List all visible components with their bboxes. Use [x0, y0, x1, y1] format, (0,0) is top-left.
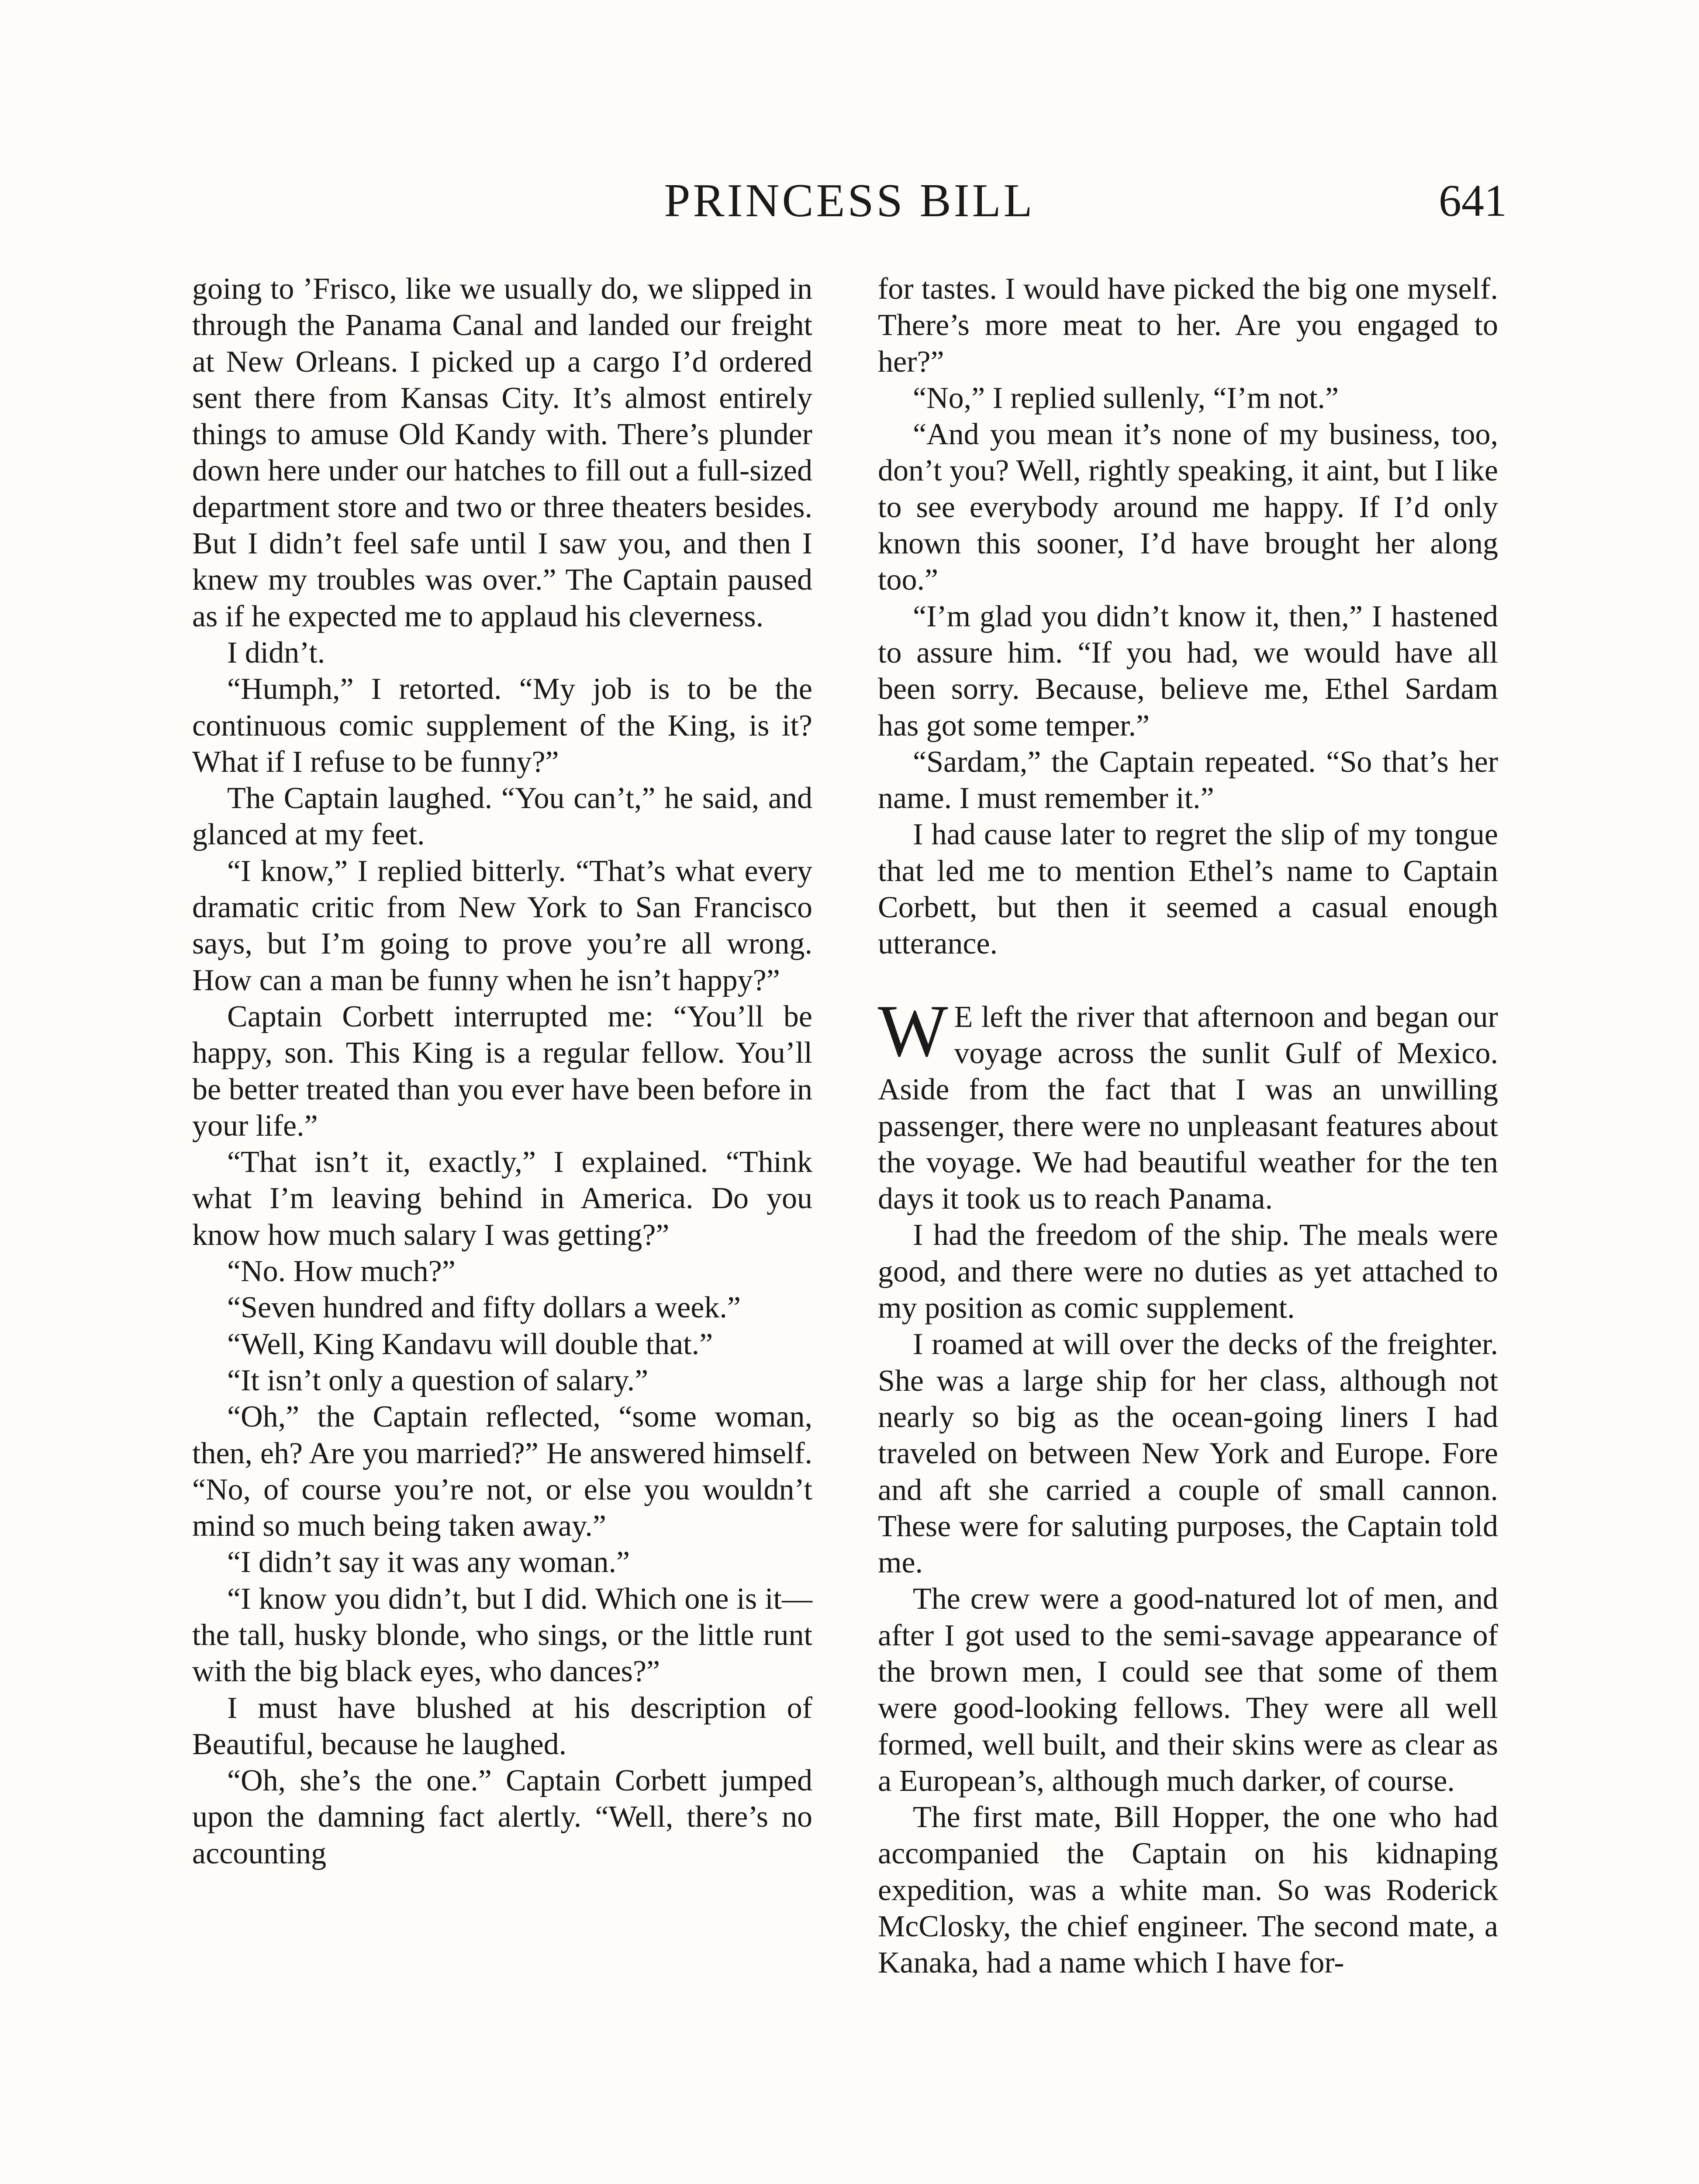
section-opening-text: E left the river that afternoon and began our voyage across the sunlit Gulf of Mexico. Aside from the fact that I was an unwilling passenger, there were no unpleasant features about the voyage. We had beautiful weather for the ten days it took us to reach Panama.	[878, 1000, 1498, 1216]
paragraph: “And you mean it’s none of my business, too, don’t you? Well, rightly speaking, it aint, but I like to see everybody around me happy. If I’d only known this sooner, I’d have brought her along too.”	[878, 418, 1498, 597]
paragraph: I must have blushed at his description of Beautiful, because he laughed.	[192, 1691, 812, 1761]
paragraph: The Captain laughed. “You can’t,” he said, and glanced at my feet.	[192, 781, 812, 852]
paragraph: The crew were a good-natured lot of men, and after I got used to the semi-savage appearance of the brown men, I could see that some of them were good-looking fellows. They were all well formed, well built, and their skins were as clear as a European’s, although much darker, of course.	[878, 1582, 1498, 1798]
drop-cap: W	[878, 989, 948, 1072]
paragraph: “No. How much?”	[227, 1254, 456, 1289]
paragraph: I had cause later to regret the slip of my tongue that led me to mention Ethel’s name to Captain Corbett, but then it seemed a casual enough utterance.	[878, 818, 1498, 961]
paragraph: “It isn’t only a question of salary.”	[227, 1363, 649, 1397]
paragraph: “I know you didn’t, but I did. Which one is it—the tall, husky blonde, who sings, or the little runt with the big black eyes, who dances?”	[192, 1582, 812, 1689]
paragraph: “I know,” I replied bitterly. “That’s what every dramatic critic from New York to San Francisco says, but I’m going to prove you’re all wrong. How can a man be funny when he isn’t happy?”	[192, 854, 812, 997]
paragraph: “I didn’t say it was any woman.”	[227, 1545, 630, 1579]
paragraph: “No,” I replied sullenly, “I’m not.”	[913, 381, 1339, 415]
paragraph: “Sardam,” the Captain repeated. “So that’s her name. I must remember it.”	[878, 745, 1498, 816]
paragraph: “Oh, she’s the one.” Captain Corbett jumped upon the damning fact alertly. “Well, there’s no accounting	[192, 1764, 812, 1870]
paragraph: I had the freedom of the ship. The meals were good, and there were no duties as yet attached to my position as comic supplement.	[878, 1218, 1498, 1325]
section-opening-paragraph	[878, 989, 1498, 1217]
paragraph: I didn’t.	[227, 636, 325, 670]
paragraph: The first mate, Bill Hopper, the one who had accompanied the Captain on his kidnaping expedition, was a white man. So was Roderick McClosky, the chief engineer. The second mate, a Kanaka, had a name which I have for-	[878, 1800, 1498, 1980]
right-column	[878, 271, 1498, 1981]
paragraph: “That isn’t it, exactly,” I explained. “Think what I’m leaving behind in America. Do you know how much salary I was getting?”	[192, 1145, 812, 1252]
paragraph: “Oh,” the Captain reflected, “some woman, then, eh? Are you married?” He answered himself. “No, of course you’re not, or else you wouldn’t mind so much being taken away.”	[192, 1400, 812, 1543]
paragraph: going to ’Frisco, like we usually do, we slipped in through the Panama Canal and landed our freight at New Orleans. I picked up a cargo I’d ordered sent there from Kansas City. It’s almost entirely things to amuse Old Kandy with. There’s plunder down here under our hatches to fill out a full-sized department store and two or three theaters besides. But I didn’t feel safe until I saw you, and then I knew my troubles was over.” The Captain paused as if he expected me to applaud his cleverness.	[192, 272, 812, 633]
paragraph: “Seven hundred and fifty dollars a week.”	[227, 1291, 741, 1325]
paragraph: “Humph,” I retorted. “My job is to be the continuous comic supplement of the King, is it? What if I refuse to be funny?”	[192, 672, 812, 779]
page-number: 641	[1439, 176, 1507, 226]
page-header	[192, 166, 1507, 236]
paragraph: I roamed at will over the decks of the freighter. She was a large ship for her class, although not nearly so big as the ocean-going liners I had traveled on between New York and Europe. Fore and aft she carried a couple of small cannon. These were for saluting purposes, the Captain told me.	[878, 1327, 1498, 1580]
page-title: PRINCESS BILL	[664, 175, 1035, 227]
paragraph: “Well, King Kandavu will double that.”	[227, 1327, 713, 1361]
paragraph: Captain Corbett interrupted me: “You’ll be happy, son. This King is a regular fellow. You’ll be better treated than you ever have been before in your life.”	[192, 999, 812, 1143]
paragraph: “I’m glad you didn’t know it, then,” I hastened to assure him. “If you had, we would have all been sorry. Because, believe me, Ethel Sardam has got some temper.”	[878, 599, 1498, 743]
left-column	[192, 271, 812, 1872]
paragraph: for tastes. I would have picked the big one myself. There’s more meat to her. Are you engaged to her?”	[878, 272, 1498, 379]
